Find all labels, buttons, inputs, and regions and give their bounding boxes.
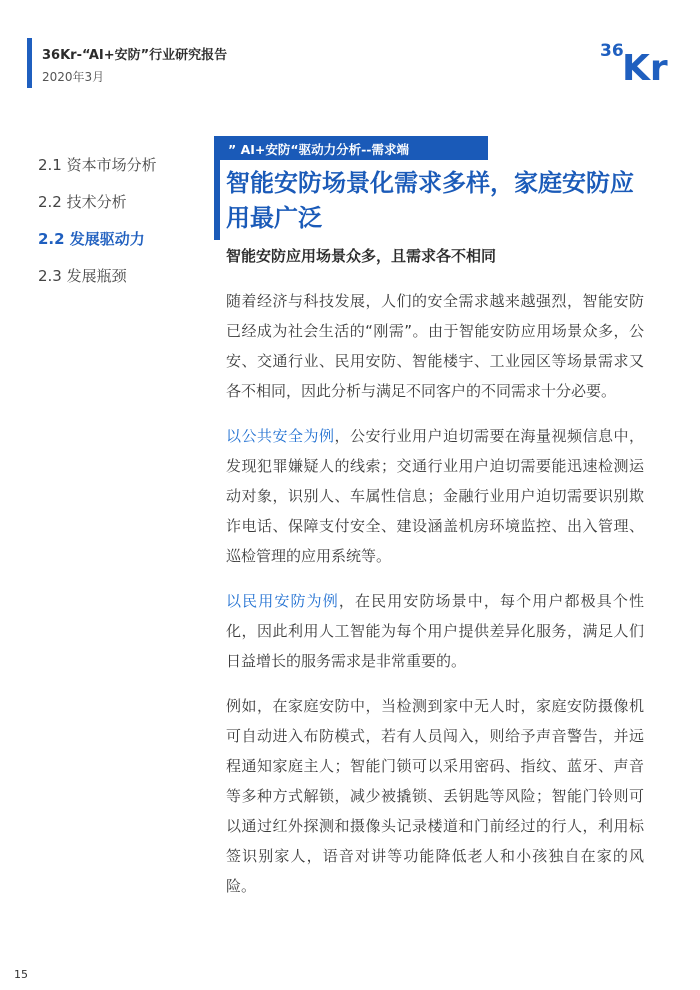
report-title: 36Kr-“AI+安防”行业研究报告	[42, 48, 228, 63]
paragraph-home-security	[226, 691, 644, 901]
toc-item-capital-market[interactable]: 2.1 资本市场分析	[38, 156, 157, 174]
paragraph-text: ，在民用安防场景中，每个用户都极具个性化，因此利用人工智能为每个用户提供差异化服务，满足人们日益增长的服务需求是非常重要的。	[226, 592, 644, 670]
paragraph-lead: 以公共安全为例	[226, 427, 335, 445]
svg-text:36: 36	[600, 41, 624, 61]
toc-item-bottleneck[interactable]: 2.3 发展瓶颈	[38, 267, 127, 285]
page-title: 智能安防场景化需求多样，家庭安防应用最广泛	[226, 169, 634, 232]
paragraph-civil-security	[226, 586, 644, 676]
paragraph-intro	[226, 286, 644, 406]
paragraph-text: ，公安行业用户迫切需要在海量视频信息中，发现犯罪嫌疑人的线索；交通行业用户迫切需要能迅速检测运动对象，识别人、车属性信息；金融行业用户迫切需要识别欺诈电话、保障支付安全、建设涵盖机房环境监控、出入管理、巡检管理的应用系统等。	[226, 427, 644, 565]
toc-item-driving-force[interactable]: 2.2 发展驱动力	[38, 230, 145, 248]
page-subtitle: 智能安防应用场景众多，且需求各不相同	[226, 247, 497, 265]
paragraph-public-safety	[226, 421, 644, 571]
report-date: 2020年3月	[42, 70, 105, 84]
36kr-logo	[598, 36, 674, 84]
paragraph-text: 例如，在家庭安防中，当检测到家中无人时，家庭安防摄像机可自动进入布防模式，若有人员闯入，则给予声音警告，并远程通知家庭主人；智能门锁可以采用密码、指纹、蓝牙、声音等多种方式解锁，减少被撬锁、丢钥匙等风险；智能门铃则可以通过红外探测和摄像头记录楼道和门前经过的行人，利用标签识别家人，语音对讲等功能降低老人和小孩独自在家的风险。	[226, 697, 644, 895]
svg-text:Kr: Kr	[622, 48, 668, 84]
paragraph-lead: 以民用安防为例	[226, 592, 339, 610]
page-number: 15	[14, 968, 28, 981]
table-of-contents	[38, 155, 157, 303]
paragraph-text: 随着经济与科技发展，人们的安全需求越来越强烈，智能安防已经成为社会生活的“刚需”。由于智能安防应用场景众多，公安、交通行业、民用安防、智能楼宇、工业园区等场景需求又各不相同，因此分析与满足不同客户的不同需求十分必要。	[226, 292, 644, 400]
header-accent-bar	[27, 38, 32, 88]
title-accent-bar	[214, 160, 220, 240]
toc-item-technology[interactable]: 2.2 技术分析	[38, 193, 127, 211]
section-tag: ” AI+安防“驱动力分析--需求端	[228, 142, 409, 157]
body-text	[226, 286, 644, 916]
